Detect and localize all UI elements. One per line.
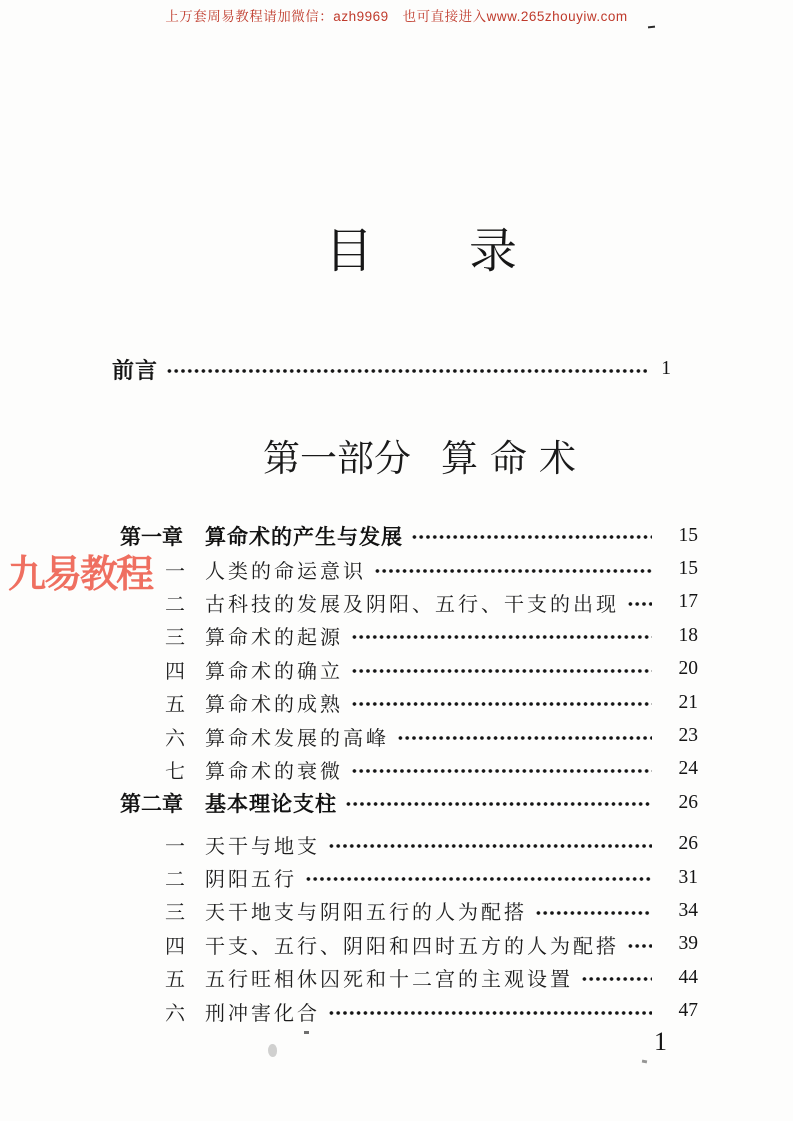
toc-entry-number: 五 (165, 969, 185, 992)
toc-entry-title: 算命术发展的高峰 (205, 727, 389, 750)
toc-entry-title: 天干地支与阴阳五行的人为配搭 (205, 902, 527, 925)
dot-leader (344, 786, 652, 819)
toc-entry-page: 17 (678, 591, 698, 613)
toc-entry-item (120, 586, 698, 619)
watermark-text: 九易教程 (8, 554, 153, 596)
toc-entry-number: 七 (165, 760, 185, 783)
toc-entry-number: 四 (165, 935, 185, 958)
toc-entry-page: 21 (678, 691, 698, 713)
toc-entry-number: 三 (165, 902, 185, 925)
toc-entry-item (120, 894, 698, 927)
toc-entry-number: 一 (165, 560, 185, 583)
toc-entry-number: 四 (165, 660, 185, 683)
toc-entry-title: 算命术的产生与发展 (205, 525, 403, 549)
part-heading (263, 428, 588, 482)
part-name: 算命术 (441, 439, 588, 480)
toc-entry-title: 刑冲害化合 (205, 1002, 320, 1025)
preface-page-number: 1 (661, 358, 671, 379)
toc-entry-item (120, 552, 698, 585)
toc-entry-number: 五 (165, 694, 185, 717)
part-label: 第一部分 (263, 439, 411, 480)
toc-entry-number: 第一章 (120, 525, 183, 549)
scan-artifact-speck (304, 1031, 309, 1034)
dot-leader (534, 894, 652, 927)
dot-leader (350, 753, 652, 786)
dot-leader (626, 928, 652, 961)
toc-entry-item (120, 861, 698, 894)
toc-entry-page: 34 (678, 899, 698, 921)
toc-preface-row (112, 352, 671, 386)
toc-entry-item (120, 686, 698, 719)
toc-entry-title: 干支、五行、阴阳和四时五方的人为配搭 (205, 935, 619, 958)
toc-entry-title: 算命术的成熟 (205, 694, 343, 717)
folio-page-number: 1 (654, 1027, 667, 1056)
page-title: 目 录 (325, 225, 518, 278)
toc-entry-number: 一 (165, 835, 185, 858)
toc-entry-item (120, 619, 698, 652)
toc-entry-item (120, 994, 698, 1027)
dot-leader (165, 352, 647, 386)
toc-entry-title: 阴阳五行 (205, 869, 297, 892)
toc-entry-page: 15 (678, 524, 698, 546)
toc-entry-page: 15 (678, 558, 698, 580)
toc-entry-page: 26 (678, 833, 698, 855)
dot-leader (350, 653, 652, 686)
toc-entry-page: 31 (678, 866, 698, 888)
toc-entry-page: 26 (678, 791, 698, 813)
dot-leader (580, 961, 652, 994)
scan-artifact-speck (642, 1060, 647, 1064)
dot-leader (373, 552, 652, 585)
preface-label: 前言 (112, 357, 159, 383)
toc-entry-item (120, 828, 698, 861)
toc-entry-chapter (120, 519, 698, 552)
toc-entry-title: 算命术的起源 (205, 627, 343, 650)
toc-entry-title: 算命术的衰微 (205, 760, 343, 783)
toc-entry-number: 六 (165, 727, 185, 750)
toc-entry-item (120, 719, 698, 752)
toc-entry-number: 二 (165, 593, 185, 616)
toc-entry-title: 五行旺相休囚死和十二宫的主观设置 (205, 969, 573, 992)
dot-leader (396, 719, 652, 752)
toc-entry-item (120, 653, 698, 686)
toc-entry-page: 39 (678, 933, 698, 955)
toc-entry-number: 六 (165, 1002, 185, 1025)
scan-artifact-dash (648, 26, 655, 29)
scan-artifact-blob (268, 1044, 277, 1057)
toc-entry-page: 18 (678, 624, 698, 646)
toc-list (120, 519, 698, 1028)
dot-leader (626, 586, 652, 619)
toc-entry-page: 20 (678, 658, 698, 680)
dot-leader (350, 686, 652, 719)
toc-entry-item (120, 928, 698, 961)
toc-entry-page: 47 (678, 1000, 698, 1022)
toc-entry-chapter (120, 786, 698, 819)
toc-entry-title: 古科技的发展及阴阳、五行、干支的出现 (205, 593, 619, 616)
toc-entry-title: 人类的命运意识 (205, 560, 366, 583)
dot-leader (327, 994, 652, 1027)
dot-leader (410, 519, 652, 552)
toc-entry-page: 44 (678, 966, 698, 988)
toc-entry-page: 23 (678, 725, 698, 747)
promo-header-text: 上万套周易教程请加微信：azh9969 也可直接进入www.265zhouyiw.com (165, 9, 628, 24)
toc-entry-number: 三 (165, 627, 185, 650)
toc-entry-item (120, 753, 698, 786)
dot-leader (350, 619, 652, 652)
dot-leader (327, 828, 652, 861)
toc-entry-item (120, 961, 698, 994)
toc-entry-number: 第二章 (120, 792, 183, 816)
toc-entry-title: 基本理论支柱 (205, 792, 337, 816)
toc-entry-title: 天干与地支 (205, 835, 320, 858)
toc-entry-page: 24 (678, 758, 698, 780)
toc-entry-number: 二 (165, 869, 185, 892)
dot-leader (304, 861, 652, 894)
toc-entry-title: 算命术的确立 (205, 660, 343, 683)
